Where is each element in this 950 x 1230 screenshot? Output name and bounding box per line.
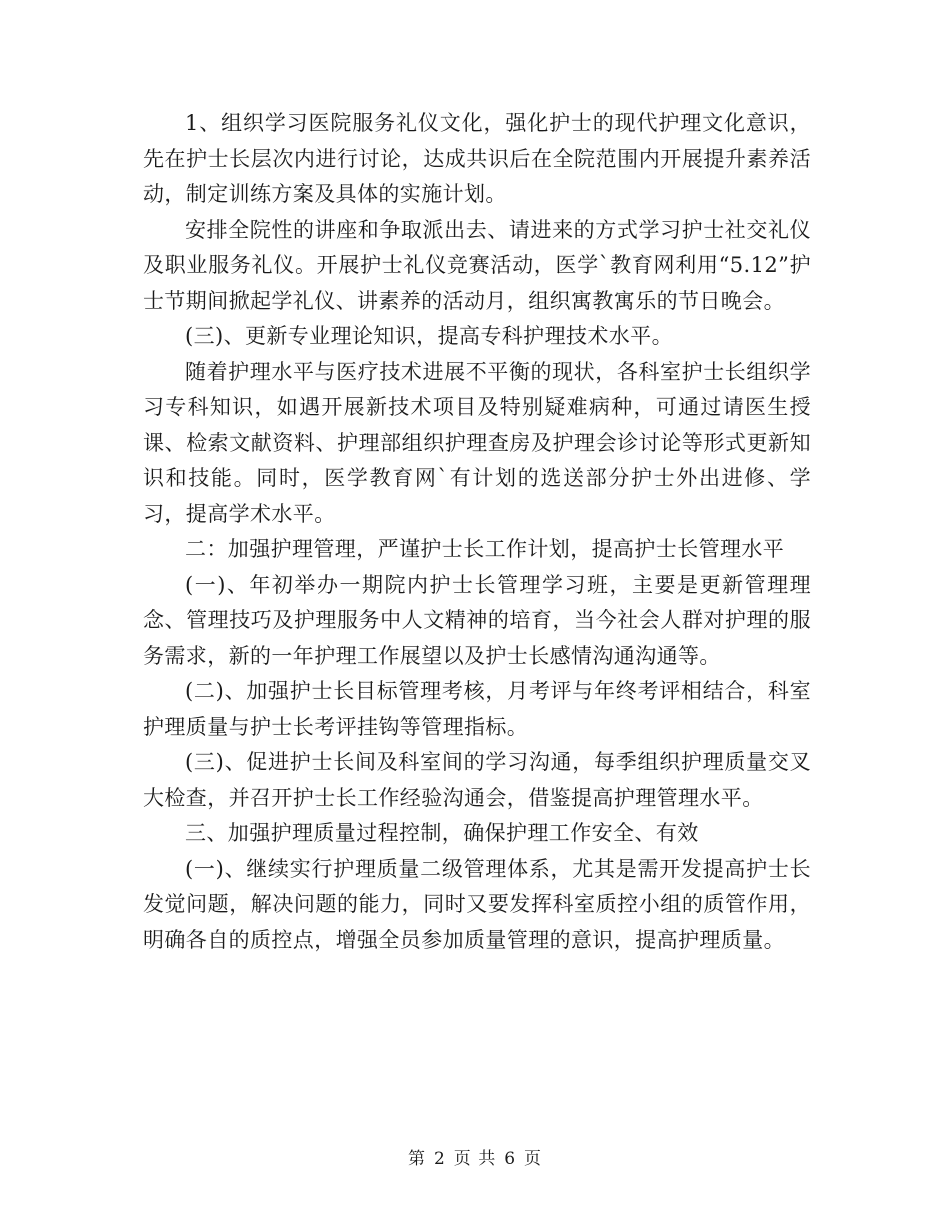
footer-total-pages: 6	[504, 1149, 517, 1169]
footer-middle: 页 共	[453, 1149, 497, 1169]
paragraph-2: 安排全院性的讲座和争取派出去、请进来的方式学习护士社交礼仪及职业服务礼仪。开展护士礼仪竞赛活动，医学`教育网利用“5.12”护士节期间掀起学礼仪、讲素养的活动月，组织寓教寓乐的节日晚会。	[143, 217, 811, 313]
paragraph-1: 1、组织学习医院服务礼仪文化，强化护士的现代护理文化意识，先在护士长层次内进行讨论，达成共识后在全院范围内开展提升素养活动，制定训练方案及具体的实施计划。	[143, 111, 811, 206]
paragraph-10: (一)、继续实行护理质量二级管理体系，尤其是需开发提高护士长发觉问题，解决问题的能力，同时又要发挥科室质控小组的质管作用，明确各自的质控点，增强全员参加质量管理的意识，提高护理质量。	[143, 856, 811, 952]
paragraph-5: 二：加强护理管理，严谨护士长工作计划，提高护士长管理水平	[185, 537, 785, 561]
document-body	[143, 106, 811, 958]
footer-suffix: 页	[524, 1149, 543, 1169]
paragraph-7: (二)、加强护士长目标管理考核，月考评与年终考评相结合，科室护理质量与护士长考评挂钩等管理指标。	[143, 679, 811, 739]
paragraph-4: 随着护理水平与医疗技术进展不平衡的现状，各科室护士长组织学习专科知识，如遇开展新技术项目及特别疑难病种，可通过请医生授课、检索文献资料、护理部组织护理查房及护理会诊讨论等形式更新知识和技能。同时，医学教育网`有计划的选送部分护士外出进修、学习，提高学术水平。	[143, 359, 811, 526]
page-number-footer	[0, 1148, 950, 1170]
paragraph-3: (三)、更新专业理论知识，提高专科护理技术水平。	[185, 324, 673, 348]
paragraph-9: 三、加强护理质量过程控制，确保护理工作安全、有效	[185, 821, 699, 845]
footer-current-page: 2	[433, 1149, 446, 1169]
paragraph-6: (一)、年初举办一期院内护士长管理学习班，主要是更新管理理念、管理技巧及护理服务中人文精神的培育，当今社会人群对护理的服务需求，新的一年护理工作展望以及护士长感情沟通沟通等。	[143, 572, 811, 668]
footer-prefix: 第	[407, 1149, 426, 1169]
paragraph-8: (三)、促进护士长间及科室间的学习沟通，每季组织护理质量交叉大检查，并召开护士长工作经验沟通会，借鉴提高护理管理水平。	[143, 750, 811, 810]
